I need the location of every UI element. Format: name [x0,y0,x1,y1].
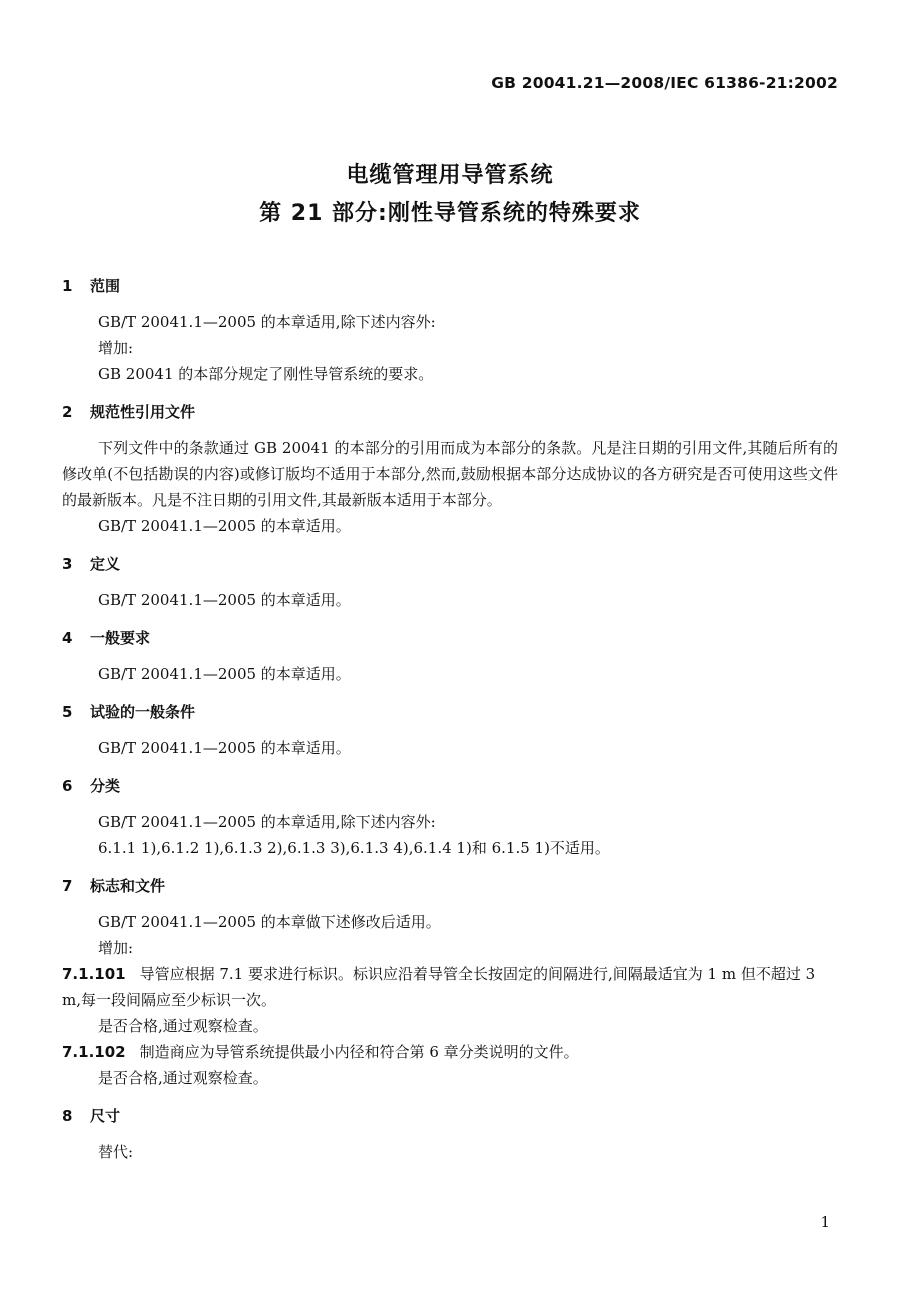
section-classification [62,775,838,861]
section-number: 4 [62,629,73,647]
section-normative-references [62,401,838,539]
paragraph: GB/T 20041.1—2005 的本章适用。 [98,739,351,757]
paragraph: 增加: [98,339,134,357]
section-title: 一般要求 [90,629,151,647]
paragraph: 下列文件中的条款通过 GB 20041 的本部分的引用而成为本部分的条款。凡是注日期的引用文件,其随后所有的修改单(不包括勘误的内容)或修订版均不适用于本部分,然而,鼓励根据本部分达成协议的各方研究是否可使用这些文件的最新版本。凡是不注日期的引用文件,其最新版本适用于本部分。 [62,439,838,509]
section-heading [62,701,838,723]
section-general-requirements [62,627,838,687]
clause-number: 7.1.101 [62,965,126,983]
document-title [0,157,900,233]
section-number: 2 [62,403,73,421]
clause-7-1-101 [62,961,838,1013]
section-title: 规范性引用文件 [90,403,196,421]
section-title: 范围 [90,277,121,295]
paragraph: GB/T 20041.1—2005 的本章适用,除下述内容外: [98,813,436,831]
page-number: 1 [820,1213,830,1231]
paragraph: GB/T 20041.1—2005 的本章适用。 [98,591,351,609]
section-number: 5 [62,703,73,721]
title-line-1: 电缆管理用导管系统 [346,163,554,188]
section-heading [62,875,838,897]
document-body [62,275,838,1179]
section-heading [62,401,838,423]
section-number: 1 [62,277,73,295]
section-dimensions [62,1105,838,1165]
paragraph: 6.1.1 1),6.1.2 1),6.1.3 2),6.1.3 3),6.1.3 4),6.1.4 1)和 6.1.5 1)不适用。 [98,839,610,857]
paragraph: GB/T 20041.1—2005 的本章适用。 [98,517,351,535]
paragraph: GB/T 20041.1—2005 的本章适用,除下述内容外: [98,313,436,331]
title-line-2: 第 21 部分:刚性导管系统的特殊要求 [259,201,641,226]
clause-7-1-102 [62,1039,838,1065]
section-heading [62,275,838,297]
conformity-check: 是否合格,通过观察检查。 [98,1069,268,1087]
section-title: 试验的一般条件 [90,703,196,721]
section-title: 尺寸 [90,1107,121,1125]
paragraph: GB/T 20041.1—2005 的本章做下述修改后适用。 [98,913,441,931]
section-heading [62,1105,838,1127]
clause-text: 制造商应为导管系统提供最小内径和符合第 6 章分类说明的文件。 [139,1043,579,1061]
section-definitions [62,553,838,613]
section-scope [62,275,838,387]
section-number: 8 [62,1107,73,1125]
section-number: 3 [62,555,73,573]
clause-text: 导管应根据 7.1 要求进行标识。标识应沿着导管全长按固定的间隔进行,间隔最适宜为 1 m 但不超过 3 m,每一段间隔应至少标识一次。 [62,965,816,1009]
section-title: 定义 [90,555,121,573]
section-heading [62,553,838,575]
standard-code-header: GB 20041.21—2008/IEC 61386-21:2002 [491,74,838,92]
conformity-check: 是否合格,通过观察检查。 [98,1017,268,1035]
clause-number: 7.1.102 [62,1043,126,1061]
section-title: 分类 [90,777,121,795]
section-number: 6 [62,777,73,795]
paragraph: GB 20041 的本部分规定了刚性导管系统的要求。 [98,365,434,383]
paragraph: 增加: [98,939,134,957]
section-title: 标志和文件 [90,877,166,895]
section-number: 7 [62,877,73,895]
paragraph: GB/T 20041.1—2005 的本章适用。 [98,665,351,683]
paragraph: 替代: [98,1143,134,1161]
section-heading [62,627,838,649]
section-heading [62,775,838,797]
section-marking-documentation [62,875,838,1091]
section-test-conditions [62,701,838,761]
